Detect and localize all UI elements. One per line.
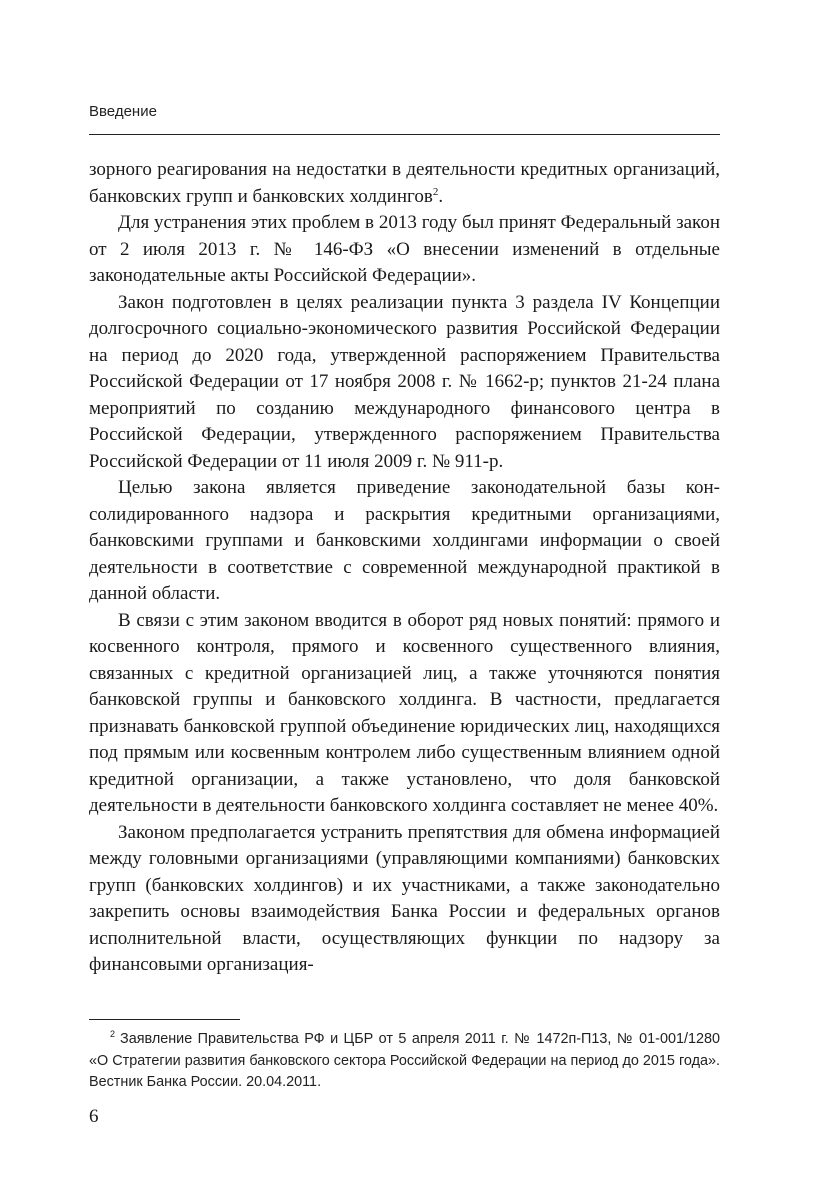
running-head: Введение — [89, 103, 157, 120]
paragraph-3: Целью закона является приведение законодательной базы консолидированного надзора и раскрытия кредитными организациями, банковскими группами и банковскими холдингами информации о своей деятельности в соответствие с современной международной практикой в данной области. — [89, 477, 720, 604]
paragraph-0-text: зорного реагирования на недостатки в деятельности кредитных организаций, банковских групп и банковских холдингов — [89, 159, 720, 207]
paragraph-1: Для устранения этих проблем в 2013 году был принят Федеральный закон от 2 июля 2013 г. № 146-ФЗ «О внесении изменений в отдельные законодательные акты Российской Федерации». — [89, 212, 720, 286]
header-rule — [89, 134, 720, 135]
paragraph-0-end: . — [438, 185, 444, 207]
footnote — [89, 1029, 720, 1094]
footnote-mark: 2 — [110, 1029, 116, 1039]
page-number: 6 — [89, 1106, 99, 1127]
paragraph-2: Закон подготовлен в целях реализации пункта 3 раздела IV Концепции долгосрочного социально-экономического развития Российской Федерации на период до 2020 года, утвержденной распоряжением Правительства Российской Федерации от 17 ноября 2008 г. № 1662-р; пунктов 21-24 плана мероприятий по созданию международного финансового центра в Российской Федерации, утвержденного распоряжением Правительства Российской Федерации от 11 июля 2009 г. № 911-р. — [89, 291, 720, 472]
footnote-reference[interactable]: 2 — [432, 185, 439, 198]
footnote-text: Заявление Правительства РФ и ЦБР от 5 апреля 2011 г. № 1472п-П13, № 01-001/1280 «О Стратегии развития банковского сектора Российской Федерации на период до 2015 года». Вестник Банка России. 20.04.2011. — [89, 1031, 720, 1090]
paragraph-4: В связи с этим законом вводится в оборот ряд новых понятий: прямого и косвенного контроля, прямого и косвенного существенного влияния, связанных с кредитной организацией лиц, а также уточняются понятия банковской группы и банковского холдинга. В частности, предлагается признавать банковской группой объединение юридических лиц, находящихся под прямым или косвенным контролем либо существенным влиянием одной кредитной организации, а также установлено, что доля банковской деятельности в деятельности банковского холдинга составляет не менее 40%. — [89, 609, 720, 816]
paragraph-continuation — [89, 157, 720, 210]
body-text — [89, 157, 720, 979]
paragraph-5: Законом предполагается устранить препятствия для обмена информацией между головными организациями (управляющими компаниями) банковских групп (банковских холдингов) и их участниками, а также законодательно закрепить основы взаимодействия Банка России и федеральных органов исполнительной власти, осуществляющих функции по надзору за финансовыми организация- — [89, 821, 720, 975]
footnote-paragraph — [89, 1029, 720, 1094]
footnote-rule — [89, 1019, 240, 1020]
